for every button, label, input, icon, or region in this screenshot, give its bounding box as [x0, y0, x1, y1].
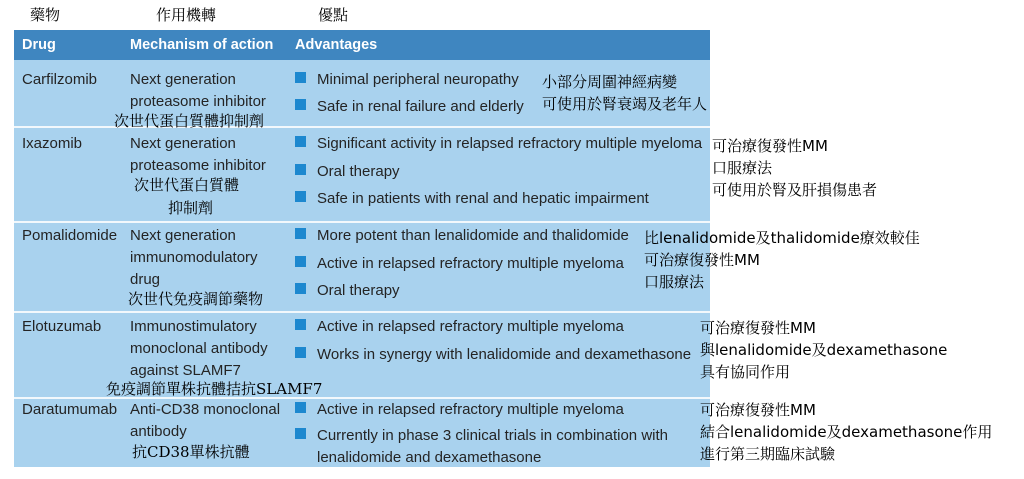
mechanism-line: drug — [130, 271, 161, 288]
mechanism-line: antibody — [130, 423, 187, 440]
advantage-item: Safe in patients with renal and hepatic impairment — [295, 188, 649, 210]
mechanism-zh: 抑制劑 — [168, 199, 214, 217]
row-divider — [14, 311, 710, 313]
bullet-icon — [295, 347, 306, 358]
bullet-icon — [295, 136, 306, 147]
mechanism-line: monoclonal antibody — [130, 340, 268, 357]
advantage-zh: 可使用於腎及肝損傷患者 — [712, 181, 878, 199]
advantage-item: Oral therapy — [295, 280, 400, 302]
advantage-item: Safe in renal failure and elderly — [295, 96, 524, 118]
bullet-icon — [295, 402, 306, 413]
advantage-zh: 可治療復發性MM — [644, 251, 760, 269]
mechanism-zh: 次世代蛋白質體抑制劑 — [114, 112, 265, 130]
advantage-zh: 具有協同作用 — [700, 363, 791, 381]
mechanism-line: Next generation — [130, 71, 236, 88]
advantage-zh: 可治療復發性MM — [700, 319, 816, 337]
advantage-zh: 可治療復發性MM — [700, 401, 816, 419]
advantage-item: Active in relapsed refractory multiple myeloma — [295, 399, 624, 421]
advantage-item: Currently in phase 3 clinical trials in combination with — [295, 425, 668, 447]
drug-name: Pomalidomide — [22, 227, 118, 244]
row-divider — [14, 221, 710, 223]
drug-name: Ixazomib — [22, 135, 83, 152]
bullet-icon — [295, 228, 306, 239]
advantage-continuation: lenalidomide and dexamethasone — [317, 449, 542, 466]
advantage-zh: 口服療法 — [712, 159, 773, 177]
annotation-drug-zh: 藥物 — [30, 6, 61, 24]
mechanism-line: Next generation — [130, 135, 236, 152]
mechanism-line: proteasome inhibitor — [130, 157, 266, 174]
advantage-item: Significant activity in relapsed refractory multiple myeloma — [295, 133, 702, 155]
advantage-item: Active in relapsed refractory multiple myeloma — [295, 253, 624, 275]
bullet-icon — [295, 283, 306, 294]
drug-name: Elotuzumab — [22, 318, 102, 335]
advantage-zh: 小部分周圍神經病變 — [542, 73, 678, 91]
bullet-icon — [295, 72, 306, 83]
annotation-advantages-zh: 優點 — [318, 6, 349, 24]
bullet-icon — [295, 164, 306, 175]
drug-name: Daratumumab — [22, 401, 118, 418]
advantage-item: Works in synergy with lenalidomide and dexamethasone — [295, 344, 691, 366]
mechanism-line: Next generation — [130, 227, 236, 244]
advantage-item: Active in relapsed refractory multiple myeloma — [295, 316, 624, 338]
bullet-icon — [295, 256, 306, 267]
mechanism-zh: 次世代蛋白質體 — [134, 176, 240, 194]
mechanism-zh: 抗CD38單株抗體 — [132, 443, 250, 461]
header-drug: Drug — [22, 37, 56, 53]
advantage-zh: 進行第三期臨床試驗 — [700, 445, 836, 463]
bullet-icon — [295, 319, 306, 330]
mechanism-line: Anti-CD38 monoclonal — [130, 401, 281, 418]
advantage-zh: 結合lenalidomide及dexamethasone作用 — [700, 423, 993, 441]
bullet-icon — [295, 99, 306, 110]
bullet-icon — [295, 191, 306, 202]
mechanism-line: proteasome inhibitor — [130, 93, 266, 110]
mechanism-line: immunomodulatory — [130, 249, 258, 266]
advantage-zh: 口服療法 — [644, 273, 705, 291]
advantage-zh: 可治療復發性MM — [712, 137, 828, 155]
annotation-mechanism-zh: 作用機轉 — [156, 6, 217, 24]
mechanism-line: against SLAMF7 — [130, 362, 241, 379]
mechanism-zh: 免疫調節單株抗體拮抗SLAMF7 — [106, 380, 323, 398]
header-mechanism: Mechanism of action — [130, 37, 274, 53]
mechanism-zh: 次世代免疫調節藥物 — [128, 290, 264, 308]
advantage-zh: 與lenalidomide及dexamethasone — [700, 341, 948, 359]
header-advantages: Advantages — [295, 37, 378, 53]
mechanism-line: Immunostimulatory — [130, 318, 257, 335]
advantage-item: More potent than lenalidomide and thalidomide — [295, 225, 629, 247]
advantage-zh: 比lenalidomide及thalidomide療效較佳 — [644, 229, 920, 247]
advantage-item: Oral therapy — [295, 161, 400, 183]
advantage-item: Minimal peripheral neuropathy — [295, 69, 519, 91]
drug-name: Carfilzomib — [22, 71, 98, 88]
bullet-icon — [295, 428, 306, 439]
advantage-zh: 可使用於腎衰竭及老年人 — [542, 95, 708, 113]
